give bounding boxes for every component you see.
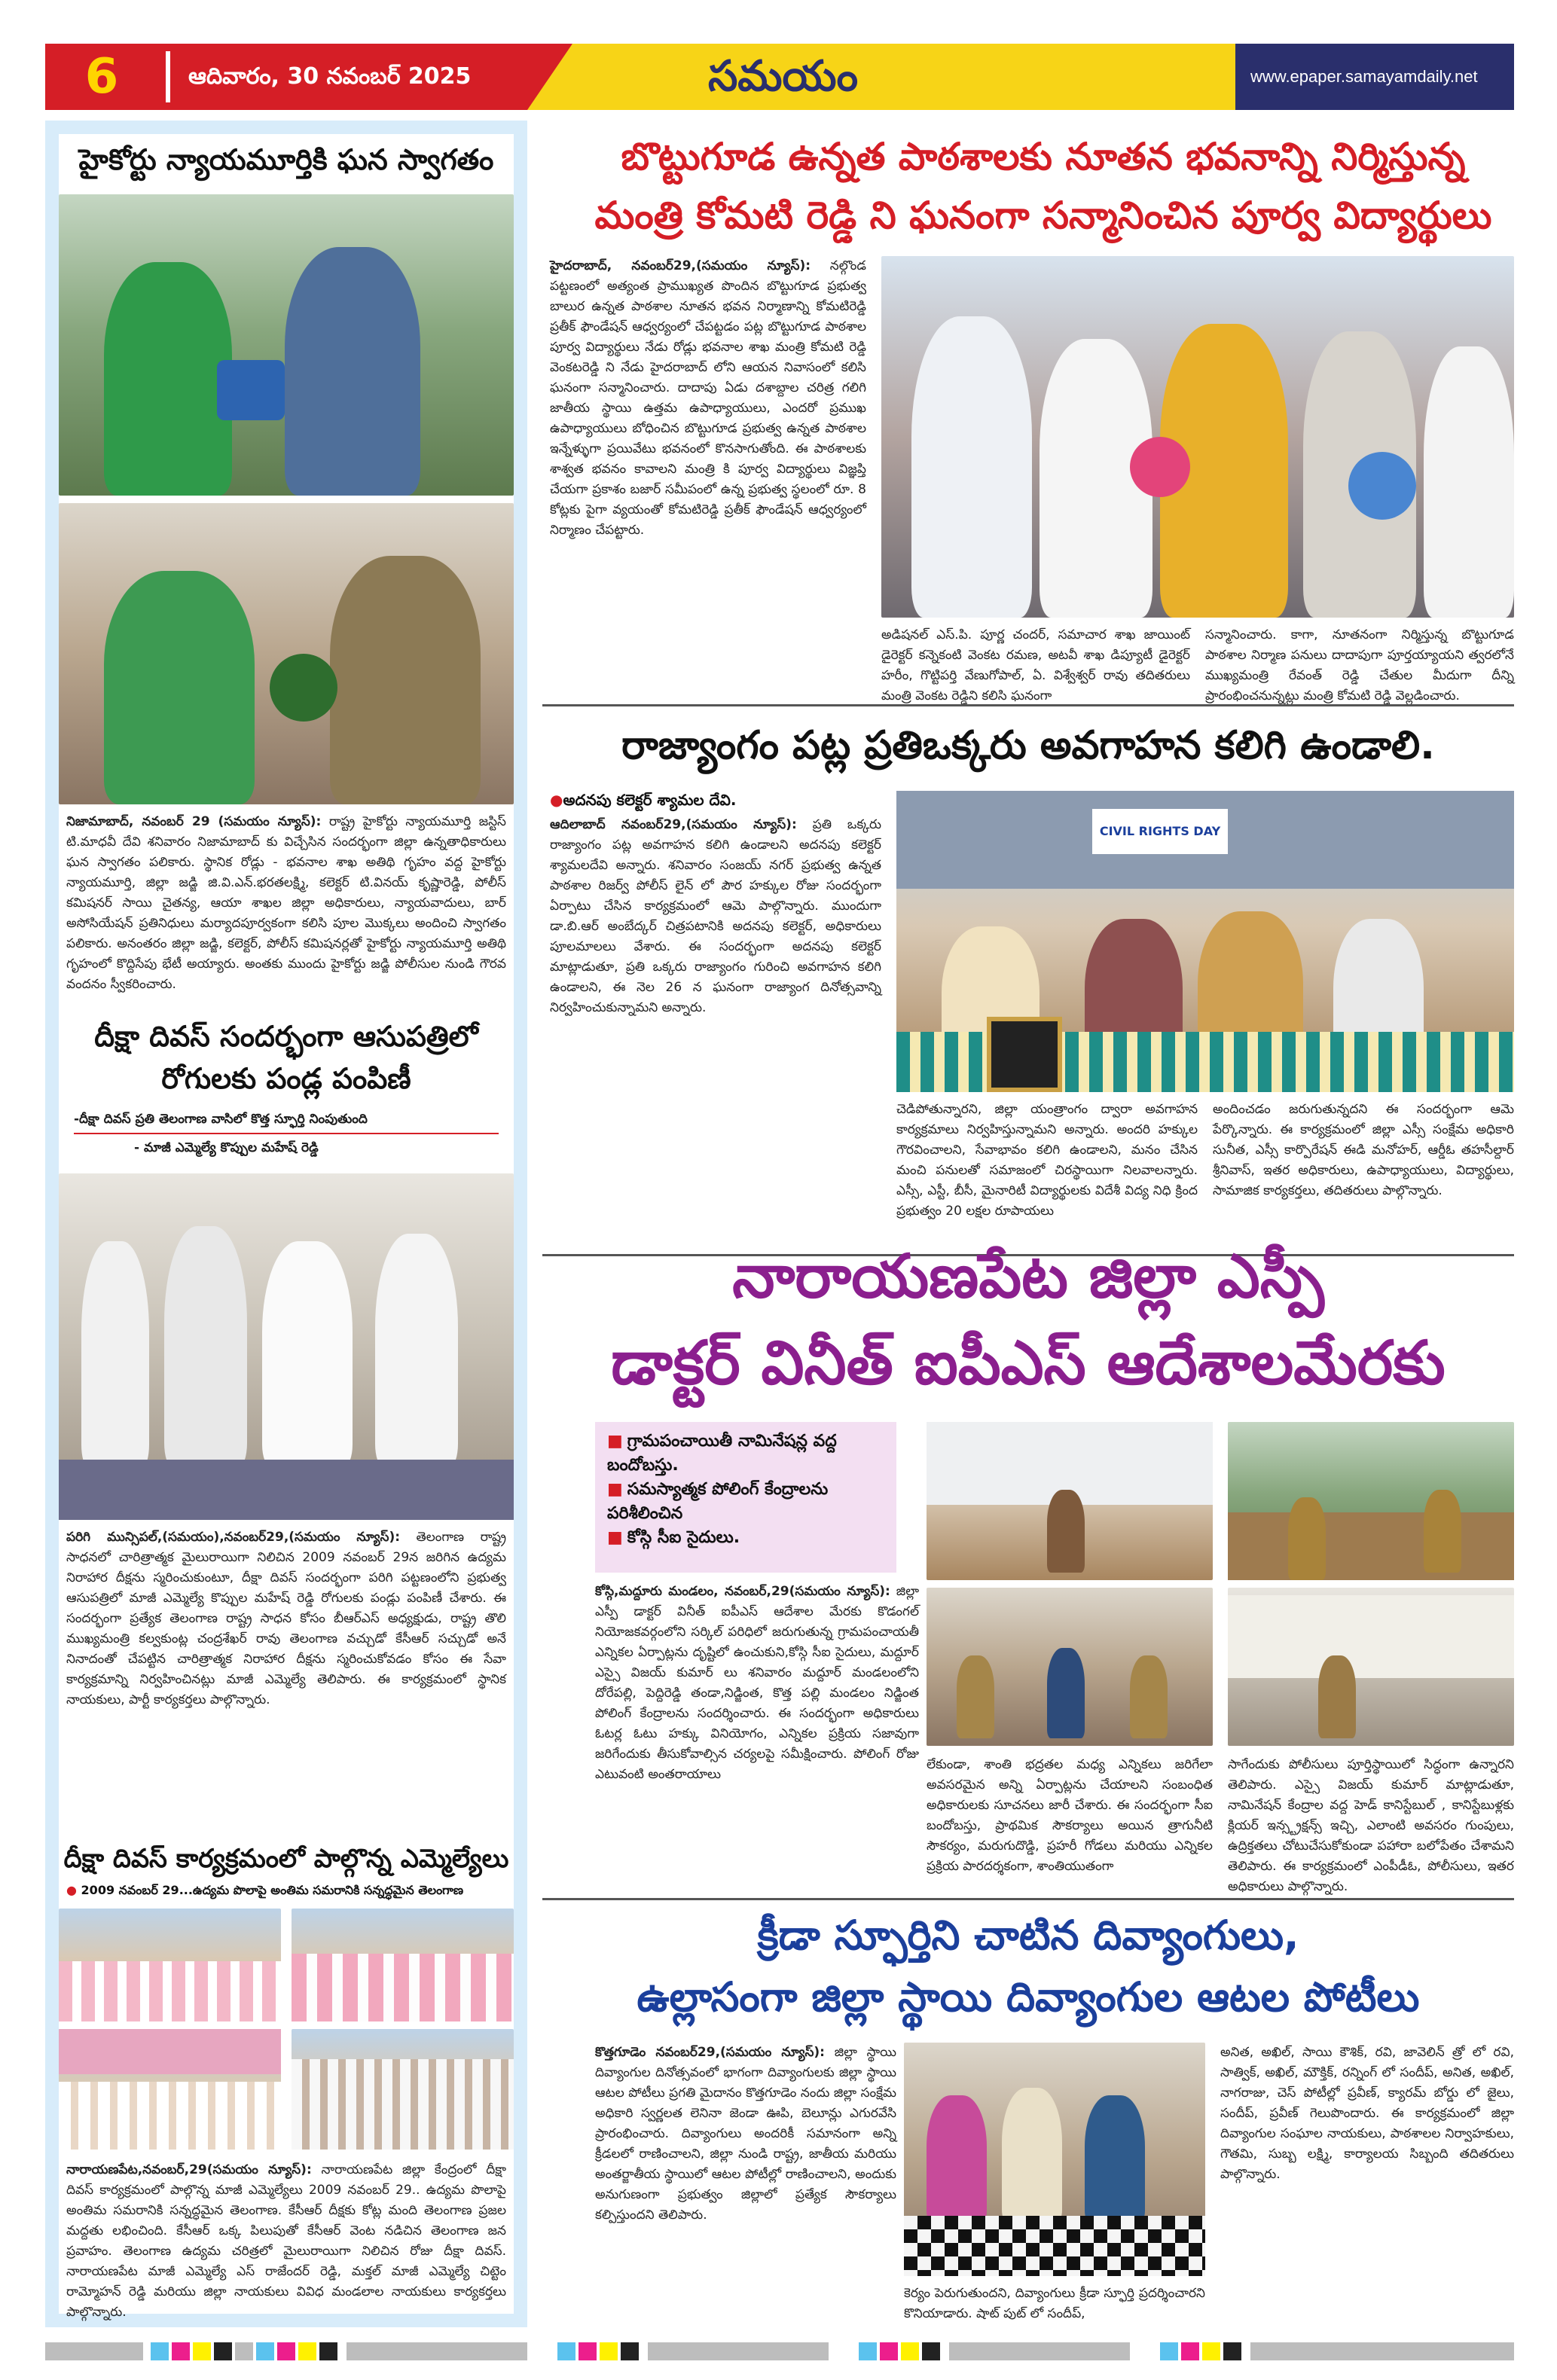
- story-title: దీక్షా దివస్ సందర్భంగా ఆసుపత్రిలో రోగులకు పండ్ల పంపిణీ: [94, 1020, 478, 1095]
- headline: నారాయణపేట జిల్లా ఎస్పీ: [732, 1241, 1324, 1311]
- highlight-text: సమస్యాత్మక పోలింగ్ కేంద్రాలను పరిశీలించిన: [607, 1480, 829, 1523]
- issue-date: ఆదివారం, 30 నవంబర్ 2025: [188, 63, 472, 90]
- story-subtitle: ●అదనపు కలెక్టర్ శ్యామల దేవి.: [550, 791, 737, 809]
- story-dateline: పరిగి మున్సిపల్,(సమయం),నవంబర్29,(సమయం న్యూస్):: [66, 1530, 401, 1545]
- highlights-box: [595, 1422, 896, 1573]
- section-divider: [542, 704, 1514, 706]
- story-text: రాష్ట్ర హైకోర్టు న్యాయమూర్తి జస్టిస్ టి.మాధవీ దేవి శనివారం నిజామాబాద్ కు విచ్చేసిన సందర్భంగా జిల్లా ఉన్నతాధికారులు ఘన స్వాగతం పలికారు. స్థానిక రోడ్లు - భవనాల శాఖ అతిథి గృహం వద్ద హైకోర్టు న్యాయమూర్తి, జిల్లా జడ్జి జి.వి.ఎన్.భరతలక్ష్మి, కలెక్టర్ టి.వినయ్ కృష్ణారెడ్డి, పోలీస్ కమిషనర్ సాయి చైతన్య, ఆయా శాఖల జిల్లా అధికారులు, న్యాయవాదులు, బార్ అసోసియేషన్ ప్రతినిధులు మర్యాదపూర్వకంగా కలిసి పూల మొక్కలు అందించి స్వాగతం పలికారు. అనంతరం జిల్లా జడ్జి, కలెక్టర్, పోలీస్ కమిషనర్లతో హైకోర్టు న్యాయమూర్తి అతిథి గృహంలో కొద్దిసేపు భేటీ అయ్యారు. అంతకు ముందు హైకోర్టు జడ్జి పోలీసుల నుండి గౌరవ వందనం స్వీకరించారు.: [66, 814, 506, 992]
- story-text: నల్గొండ పట్టణంలో అత్యంత ప్రాముఖ్యత పొందిన బొట్టుగూడ ప్రభుత్వ బాలుర ఉన్నత పాఠశాల నూతన భవన నిర్మాణాన్ని కోమటిరెడ్డి ప్రతీక్ ఫౌండేషన్ ఆధ్వర్యంలో చేపట్టడం పట్ల బొట్టుగూడ పాఠశాల పూర్వ విద్యార్థులు నేడు రోడ్లు భవనాల శాఖ మంత్రి కోమటి రెడ్డి వెంకటరెడ్డి ని నేడు హైదరాబాద్ లోని ఆయన నివాసంలో కలిసి ఘనంగా సన్మానించారు. దాదాపు ఏడు దశాబ్దాల చరిత్ర గలిగి జాతీయ స్థాయి ఉత్తమ ఉపాధ్యాయులు, ఎందరో ప్రముఖ ఉపాధ్యాయులు బోధించిన బొట్టుగూడ ప్రభుత్వ ఉన్నత పాఠశాల ఇన్నేళ్ళుగా ప్రయివేటు భవనంలో కొనసాగుతోంది. ఈ పాఠశాలకు శాశ్వత భవనం కావాలని మంత్రి కి పూర్వ విద్యార్థులు విజ్ఞప్తి చేయగా ప్రకాశం బజార్ సమీపంలో ఉన్న ప్రభుత్వ స్థలంలో రూ. 8 కోట్లకు పైగా వ్యయంతో కోమటిరెడ్డి ప్రతీక్ ఫౌండేషన్ ఆధ్వర్యంలో నిర్మాణం చేపట్టారు.: [550, 258, 866, 538]
- highlight-item: ■ సమస్యాత్మక పోలింగ్ కేంద్రాలను పరిశీలించిన: [607, 1480, 829, 1523]
- masthead-yellow-band: [527, 44, 1281, 110]
- news-photo: [927, 1422, 1213, 1580]
- photo-caption: కెర్యం పెరుగుతుందని, దివ్యాంగులు క్రీడా స్ఫూర్తి ప్రదర్శించారని కొనియాడారు. షాట్ పుట్ లో సందీప్,: [904, 2286, 1205, 2321]
- news-photo: [1228, 1588, 1514, 1746]
- story-dateline: హైదరాబాద్, నవంబర్29,(సమయం న్యూస్):: [550, 258, 811, 273]
- highlight-text: గ్రామపంచాయితీ నామినేషన్ల వద్ద బందోబస్తు.: [607, 1432, 837, 1475]
- highlight-item: ■ కోస్గి సీఐ సైదులు.: [607, 1528, 740, 1547]
- headline: క్రీడా స్ఫూర్తిని చాటిన దివ్యాంగులు,: [757, 1912, 1299, 1959]
- story-dateline: నారాయణపేట,నవంబర్,29(సమయం న్యూస్):: [66, 2162, 312, 2177]
- news-photo: [59, 503, 514, 804]
- registration-strip: [45, 2342, 1514, 2360]
- photo-caption: లేకుండా, శాంతి భద్రతల మధ్య ఎన్నికలు జరిగేలా అవసరమైన అన్ని ఏర్పాట్లను చేయాలని సంబంధిత అధికారులకు సూచనలు జారీ చేశారు. ఈ సందర్భంగా సీఐ బందోబస్తు, ప్రాథమిక సౌకర్యాలు అయిన త్రాగునీటి సౌకర్యం, మరుగుదొడ్డి, ప్రహరీ గోడలు మరియు ఎన్నికల ప్రక్రియ పారదర్శకంగా, శాంతియుతంగా: [927, 1757, 1213, 1874]
- photo-caption: అడిషనల్ ఎస్.పి. పూర్ణ చందర్, సమాచార శాఖ జాయింట్ డైరెక్టర్ కన్నెకంటి వెంకట రమణ, అటవీ శాఖ డిప్యూటీ డైరెక్టర్ హరీం, గొట్టిపర్తి వేణుగోపాల్, ఏ. విశ్వేశ్వర్ రావు తదితరులు మంత్రి వెంకట రెడ్డిని కలిసి ఘనంగా: [881, 627, 1190, 703]
- left-column-inner: [59, 134, 514, 2320]
- headline: ఉల్లాసంగా జిల్లా స్థాయి దివ్యాంగుల ఆటల పోటీలు: [637, 1973, 1420, 2021]
- news-photo: [59, 2029, 281, 2150]
- highlight-text: కోస్గి సీఐ సైదులు.: [627, 1528, 740, 1547]
- section-divider: [542, 1898, 1514, 1900]
- story-text: జిల్లా స్థాయి దివ్యాంగుల దినోత్సవంలో భాగంగా దివ్యాంగులకు జిల్లా స్థాయి ఆటల పోటీలు ప్రగతి మైదానం కొత్తగూడెం నందు జిల్లా సంక్షేమ అధికారి స్వర్ణలత లెనినా జెండా ఊపి, బెలూన్లు ఎగురవేసి ప్రారంభించారు. దివ్యాంగులు అందరికీ సమానంగా అన్ని క్రీడలలో రాణించాలని, జిల్లా నుండి రాష్ట్ర, జాతీయ మరియు అంతర్జాతీయ స్థాయిలో ఆటల పోటీల్లో రాణించాలని, అందుకు అనుగుణంగా ప్రభుత్వం జిల్లాలో ప్రత్యేక సౌకర్యాలు కల్పిస్తుందని తెలిపారు.: [595, 2045, 896, 2223]
- story-text: నారాయణపేట జిల్లా కేంద్రంలో దీక్షా దివస్ కార్యక్రమంలో పాల్గొన్న మాజీ ఎమ్మెల్యేలు 2009 నవంబర్ 29.. ఉద్యమ పొలాపై అంతిమ సమరానికి సన్నద్ధమైన తెలంగాణ. కేసీఆర్ దీక్షకు కోట్ల మంది తెలంగాణ ప్రజల మద్దతు లభించింది. కేసీఆర్ ఒక్క పిలుపుతో కేసీఆర్ వెంట నడిచిన తెలంగాణ జన ప్రవాహం. తెలంగాణ ఉద్యమ చరిత్రలో మైలురాయిగా నిలిచిన రోజు దీక్షా దివస్. నారాయణపేట మాజీ ఎమ్మెల్యే ఎస్ రాజేందర్ రెడ్డి, మక్తల్ మాజీ ఎమ్మెల్యే చిట్టెం రామ్మోహన్ రెడ్డి మరియు జిల్లా నాయకులు వివిధ మండలాల నాయకులు కార్యకర్తలు పాల్గొన్నారు.: [66, 2162, 507, 2320]
- news-photo: [59, 1909, 281, 2021]
- photo-caption: అందించడం జరుగుతున్నదని ఈ సందర్భంగా ఆమె పేర్కొన్నారు. ఈ కార్యక్రమంలో జిల్లా ఎస్సీ సంక్షేమ అధికారి సునీత, ఎస్సీ కార్పొరేషన్ ఈడి మనోహర్, ఆర్డీఓ తహసీల్దార్ శ్రీనివాస్, ఇతర అధికారులు, ఉపాధ్యాయులు, విద్యార్థులు, సామాజిక కార్యకర్తలు, తదితరులు పాల్గొన్నారు.: [1213, 1102, 1514, 1198]
- story-body: [66, 1527, 506, 1836]
- story-body: [550, 256, 866, 685]
- story-subtitle-text: అదనపు కలెక్టర్ శ్యామల దేవి.: [563, 791, 737, 809]
- story-body: [595, 1582, 919, 1883]
- story-text: జిల్లా ఎస్పీ డాక్టర్ వినీత్ ఐపీఎస్ ఆదేశాల మేరకు కొడంగల్ నియోజకవర్గంలోని సర్కిల్ పరిధిలో జరుగుతున్న గ్రామపంచాయతీ ఎన్నికల ఏర్పాట్లను దృష్టిలో ఉంచుకుని,కోస్గి సీఐ సైదులు, మద్దూర్ ఎస్సై విజయ్ కుమార్ లు శనివారం మద్దూర్ మండలంలోని దోరేపల్లి, పెద్దిరెడ్డి తండా,నిడ్జింత, కొత్త పల్లి మండలం నిడ్జింత పోలింగ్ కేంద్రాలను సందర్శించారు. ఈ సందర్భంగా అధికారులు ఓటర్ల ఓటు హక్కు వినియోగం, ఎన్నికల ప్రక్రియ సజావుగా జరిగేందుకు తీసుకోవాల్సిన చర్యలపై సమీక్షించారు. పోలింగ్ రోజు ఎటువంటి అంతరాయాలు: [595, 1584, 919, 1782]
- news-photo: [881, 256, 1514, 618]
- banner: CIVIL RIGHTS DAY: [1092, 809, 1228, 854]
- news-photo: [292, 2029, 514, 2150]
- story-body: [550, 815, 881, 1244]
- photo-caption: చెడిపోతున్నారని, జిల్లా యంత్రాంగం ద్వారా అవగాహన కార్యక్రమాలు నిర్వహిస్తున్నామని అన్నారు. అందరి హక్కుల గౌరవించాలని, సేవాభావం కలిగి ఉండాలని, మనం చేసిన మంచి పనులతో సమాజంలో చిరస్థాయిగా నిలవాలన్నారు. ఎస్సీ, ఎస్టీ, బీసీ, మైనారిటీ విద్యార్థులకు విదేశీ విద్య నిధి క్రింద ప్రభుత్వం 20 లక్షల రూపాయలు: [896, 1102, 1198, 1219]
- news-photo: [292, 1909, 514, 2021]
- news-photo: [59, 1173, 514, 1520]
- news-photo: [1228, 1422, 1514, 1580]
- page-number: 6: [84, 49, 119, 105]
- left-column-panel: [45, 121, 527, 2327]
- story-subtitle-text: 2009 నవంబర్ 29...ఉద్యమ పొలాపై అంతిమ సమరానికి సన్నద్ధమైన తెలంగాణ: [81, 1883, 464, 1897]
- story-subtitle: ● 2009 నవంబర్ 29...ఉద్యమ పొలాపై అంతిమ సమరానికి సన్నద్ధమైన తెలంగాణ: [66, 1883, 464, 1897]
- headline: రాజ్యాంగం పట్ల ప్రతిఒక్కరు అవగాహన కలిగి ఉండాలి.: [621, 723, 1435, 768]
- news-photo: [59, 194, 514, 496]
- photo-caption: అనిత, అఖిల్, సాయి కౌశిక్, రవి, జావెలిన్ త్రో లో రవి, సాత్విక్, అఖిల్, మౌక్తిక్, రన్నింగ్ లో సందీప్, అనిత, అఖిల్, నాగరాజు, చెస్ పోటీల్లో ప్రవీణ్, క్యారమ్ బోర్డు లో జైలు, సందీప్, ప్రవీణ్ గెలుపొందారు. ఈ కార్యక్రమంలో జిల్లా దివ్యాంగుల సంఘాల నాయకులు, పాఠశాలల నిర్వాహకులు, గౌతమి, సుబ్బ లక్ష్మి, కార్యాలయ సిబ్బంది తదితరులు పాల్గొన్నారు.: [1220, 2045, 1514, 2182]
- story-body: [66, 2160, 507, 2320]
- story-dateline: నిజామాబాద్, నవంబర్ 29 (సమయం న్యూస్):: [66, 814, 322, 829]
- page-number-divider: [166, 51, 170, 102]
- newspaper-brand: సమయం: [708, 52, 858, 101]
- headline: బొట్టుగూడ ఉన్నత పాఠశాలకు నూతన భవనాన్ని నిర్మిస్తున్న: [621, 135, 1466, 178]
- story-title: దీక్షా దివస్ కార్యక్రమంలో పాల్గొన్న ఎమ్మెల్యేలు: [63, 1844, 509, 1874]
- epaper-url[interactable]: www.epaper.samayamdaily.net: [1250, 67, 1478, 86]
- story-title: హైకోర్టు న్యాయమూర్తికి ఘన స్వాగతం: [78, 143, 494, 176]
- headline: డాక్టర్ వినీత్ ఐపీఎస్ ఆదేశాలమేరకు: [611, 1328, 1446, 1398]
- news-photo: [927, 1588, 1213, 1746]
- headline: మంత్రి కోమటి రెడ్డి ని ఘనంగా సన్మానించిన పూర్వ విద్యార్థులు: [594, 194, 1492, 237]
- story-body: [66, 812, 506, 1000]
- story-body: [595, 2043, 896, 2329]
- story-text: ప్రతి ఒక్కరు రాజ్యాంగం పట్ల అవగాహన కలిగి ఉండాలని అదనపు కలెక్టర్ శ్యామలదేవి అన్నారు. శనివారం సంజయ్ నగర్ ప్రభుత్వ ఉన్నత పాఠశాల రిజర్వ్ పోలీస్ లైన్ లో పౌర హక్కుల రోజు సందర్భంగా ఏర్పాటు చేసిన కార్యక్రమంలో ఆమె పాల్గొన్నారు. ముందుగా డా.బి.ఆర్ అంబేద్కర్ చిత్రపటానికి అదనపు కలెక్టర్, అధికారులు పూలమాలలు వేశారు. ఈ సందర్భంగా అదనపు కలెక్టర్ మాట్లాడుతూ, ప్రతి ఒక్కరు రాజ్యాంగం గురించి అవగాహన కలిగి ఉండాలని, ఈ నెల 26 న ఘనంగా రాజ్యాంగ దినోత్సవాన్ని నిర్వహించుకున్నామని అన్నారు.: [550, 817, 882, 1015]
- story-quote: -దీక్షా దివస్ ప్రతి తెలంగాణ వాసిలో కొత్త స్ఫూర్తి నింపుతుంది: [74, 1112, 499, 1134]
- photo-caption: సాగేందుకు పోలీసులు పూర్తిస్థాయిలో సిద్ధంగా ఉన్నారని తెలిపారు. ఎస్సై విజయ్ కుమార్ మాట్లాడుతూ, నామినేషన్ కేంద్రాల వద్ద హెడ్ కానిస్టేబుల్ , కానిస్టేబుళ్లకు క్లియర్ ఇన్స్ట్రక్షన్స్ ఇచ్చి, ఎలాంటి అవసరం గుంపులు, ఉద్రిక్తతలు చోటుచేసుకోకుండా పహారా బలోపేతం చేశామని తెలిపారు. ఈ కార్యక్రమంలో ఎంపీడీఓ, పోలీసులు, ఇతర అధికారులు పాల్గొన్నారు.: [1228, 1757, 1514, 1894]
- story-dateline: కొత్తగూడెం నవంబర్29,(సమయం న్యూస్):: [595, 2045, 825, 2060]
- masthead: [45, 44, 1514, 110]
- story-dateline: కోస్గి,మద్దూరు మండలం, నవంబర్,29(సమయం న్యూస్):: [595, 1584, 890, 1599]
- story-quote-author: - మాజీ ఎమ్మెల్యే కొప్పుల మహేష్ రెడ్డి: [134, 1140, 319, 1155]
- story-dateline: ఆదిలాబాద్ నవంబర్29,(సమయం న్యూస్):: [550, 817, 797, 832]
- news-photo: [904, 2043, 1205, 2276]
- story-text: తెలంగాణ రాష్ట్ర సాధనలో చారిత్రాత్మక మైలురాయిగా నిలిచిన 2009 నవంబర్ 29న జరిగిన ఉద్యమ నిరాహార దీక్షను స్మరించుకుంటూ, దీక్షా దివస్ సందర్భంగా పరిగి పట్టణంలోని ప్రభుత్వ ఆసుపత్రిలో మాజీ ఎమ్మెల్యే కొప్పుల మహేష్ రెడ్డి రోగులకు పండ్లు పంపిణీ చేశారు. ఈ సందర్భంగా ప్రత్యేక తెలంగాణ రాష్ట్ర సాధన కోసం బీఆర్ఎస్ అధ్యక్షుడు, రాష్ట్ర తొలి ముఖ్యమంత్రి కల్వకుంట్ల చంద్రశేఖర్ రావు తెలంగాణ వచ్చుడో కేసీఆర్ సచ్చుడో అనే నినాదంతో చేపట్టిన చారిత్రాత్మక నిరాహార దీక్షను స్మరించుకోవడం కోసం ఈ సేవా కార్యక్రమాన్ని నిర్వహించినట్లు మాజీ ఎమ్మెల్యే తెలిపారు. ఈ కార్యక్రమంలో స్థానిక నాయకులు, పార్టీ కార్యకర్తలు పాల్గొన్నారు.: [66, 1530, 506, 1707]
- photo-caption: సన్మానించారు. కాగా, నూతనంగా నిర్మిస్తున్న బొట్టుగూడ పాఠశాల నిర్మాణ పనులు దాదాపుగా పూర్తయ్యాయని త్వరలోనే ముఖ్యమంత్రి రేవంత్ రెడ్డి చేతుల మీదుగా దీన్ని ప్రారంభించనున్నట్లు మంత్రి కోమటి రెడ్డి వెల్లడించారు.: [1205, 627, 1514, 703]
- highlight-item: ■ గ్రామపంచాయితీ నామినేషన్ల వద్ద బందోబస్తు.: [607, 1432, 837, 1475]
- news-photo: [896, 791, 1514, 1092]
